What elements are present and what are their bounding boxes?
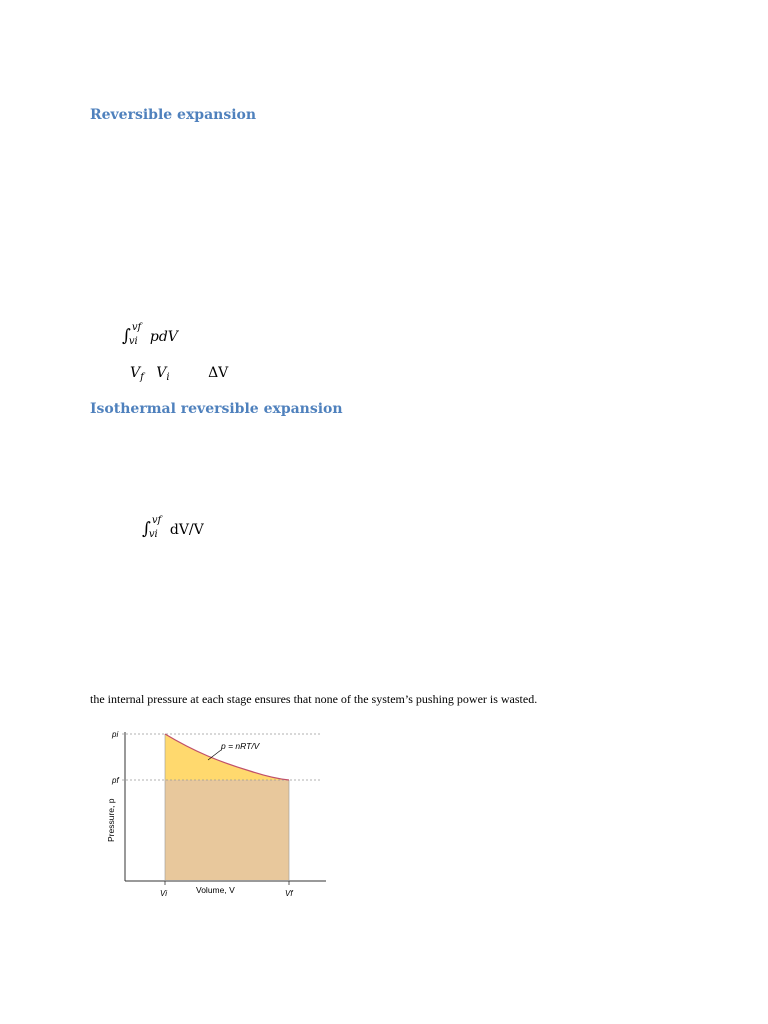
- area-under-curve: [165, 780, 289, 880]
- y-tick-pi: pi: [112, 730, 119, 739]
- y-axis-label: Pressure, p: [106, 798, 116, 842]
- subscript-i: i: [166, 372, 170, 383]
- integral-sign: ∫: [142, 519, 151, 539]
- volume-final: V: [130, 365, 141, 381]
- curve-label: p = nRT/V: [221, 741, 260, 751]
- lower-limit: vi: [148, 529, 158, 540]
- y-tick-pf: pf: [112, 776, 119, 785]
- volume-initial: V: [156, 365, 167, 381]
- equation-isothermal-integral: [142, 515, 204, 540]
- body-paragraph: the internal pressure at each stage ensures that none of the system’s pushing power is wasted.: [90, 692, 538, 706]
- integral-sign: ∫: [122, 326, 131, 346]
- x-axis-label: Volume, V: [196, 885, 235, 895]
- heading-reversible-expansion: Reversible expansion: [90, 107, 257, 123]
- x-tick-label-vf: Vf: [285, 889, 293, 898]
- lower-limit: vi: [128, 336, 138, 347]
- heading-isothermal-reversible-expansion: Isothermal reversible expansion: [90, 401, 343, 417]
- subscript-f: f: [140, 372, 144, 383]
- equation-work-integral: [122, 322, 178, 347]
- upper-limit: vf: [151, 515, 162, 526]
- integrand: dV/V: [169, 522, 204, 538]
- equation-volume-change: [130, 365, 228, 383]
- integrand: pdV: [149, 329, 178, 345]
- x-tick-label-vi: Vi: [160, 889, 167, 898]
- pressure-volume-graph: [100, 724, 330, 904]
- upper-limit: vf: [131, 322, 142, 333]
- delta-volume: ΔV: [208, 365, 229, 381]
